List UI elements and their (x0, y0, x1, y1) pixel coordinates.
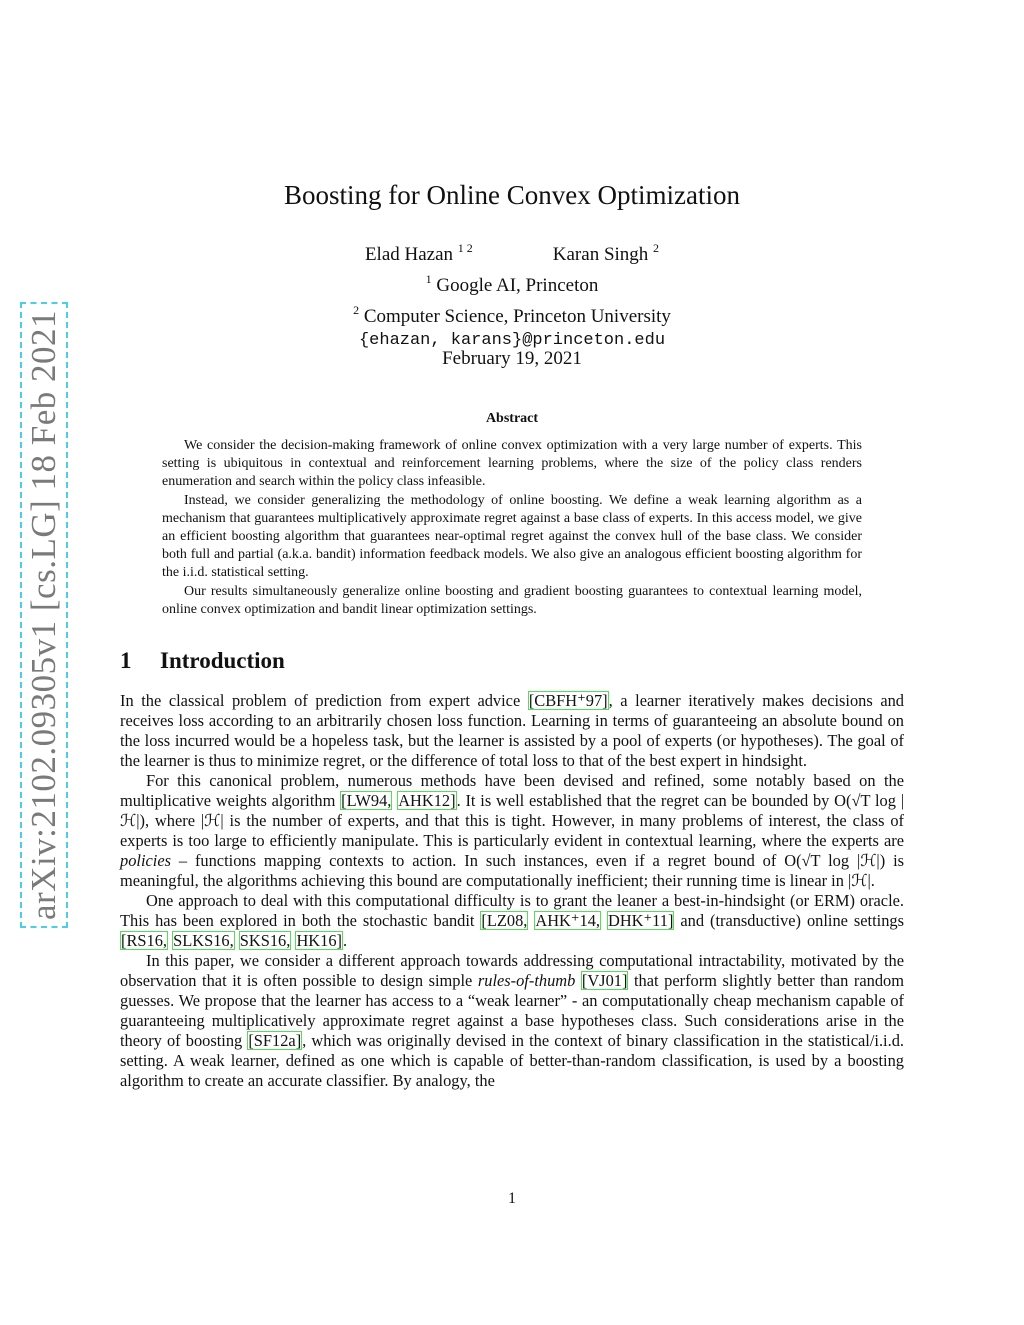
author-2-marks: 2 (653, 241, 660, 255)
citation-link[interactable]: AHK⁺14, (535, 911, 601, 930)
introduction-body (120, 691, 904, 1091)
abstract-paragraph: Instead, we consider generalizing the methodology of online boosting. We define a weak learning algorithm as a mechanism that guarantees multiplicatively approximate regret against a base class of experts. In this access model, we give an efficient boosting algorithm that guarantees near-optimal regret against the convex hull of the base class. We consider both full and partial (a.k.a. bandit) information feedback models. We also give an analogous efficient boosting algorithm for the i.i.d. statistical setting. (162, 492, 862, 581)
page-number: 1 (508, 1190, 516, 1207)
emphasis-text: policies (120, 851, 171, 870)
text-run: One approach to deal with this computational difficulty is to grant the leaner a best-in-hindsight (or ERM) oracle. This has been explored in both the stochastic bandit (120, 891, 904, 930)
text-run: , which was originally devised in the context of binary classification in the statistical/i.i.d. setting. A weak learner, defined as one which is capable of better-than-random classification, is used by a boosting algorithm to create an accurate classifier. By analogy, the (120, 1031, 904, 1090)
abstract-paragraph: We consider the decision-making framework of online convex optimization with a very large number of experts. This setting is ubiquitous in contextual and reinforcement learning problems, where the size of the policy class renders enumeration and search within the policy class infeasible. (162, 438, 862, 490)
intro-paragraph-1 (120, 691, 904, 771)
citation-link[interactable]: AHK12] (398, 791, 456, 810)
text-run: and (transductive) online settings (674, 911, 904, 930)
text-run: , a learner iteratively makes decisions and receives loss according to an arbitrarily chosen loss function. Learning in terms of guaranteeing an absolute bound on the loss incurred would be a hopeless task, but the learner is assisted by a pool of experts (or hypotheses). The goal of the learner is thus to minimize regret, or the difference of total loss to that of the best expert in hindsight. (120, 691, 904, 770)
arxiv-identifier-stamp: arXiv:2102.09305v1 [cs.LG] 18 Feb 2021 (20, 302, 68, 928)
author-names-row (0, 236, 1024, 267)
citation-link[interactable]: DHK⁺11] (608, 911, 674, 930)
emphasis-text: rules-of-thumb (477, 971, 576, 990)
citation-link[interactable]: [LZ08, (481, 911, 528, 930)
affiliation-1-text: Google AI, Princeton (436, 275, 599, 296)
author-2-name: Karan Singh (552, 244, 649, 265)
section-number: 1 (120, 648, 132, 673)
affiliation-1-mark: 1 (425, 272, 432, 286)
affiliation-2 (0, 298, 1024, 329)
affiliation-2-text: Computer Science, Princeton University (363, 306, 671, 327)
author-block (0, 236, 1024, 353)
citation-link[interactable]: HK16] (296, 931, 342, 950)
author-1-name: Elad Hazan (364, 244, 454, 265)
affiliation-1 (0, 267, 1024, 298)
citation-link[interactable]: [SF12a] (248, 1031, 302, 1050)
citation-link[interactable]: [CBFH⁺97] (528, 691, 608, 710)
text-run: that perform slightly better than random guesses. We propose that the learner has access to a “weak learner” - an computationally cheap mechanism capable of guaranteeing multiplicatively approximate regret against a base hypotheses class. Such considerations arise in the theory of boosting (120, 971, 904, 1050)
author-1 (365, 236, 473, 267)
intro-paragraph-3 (120, 891, 904, 951)
intro-paragraph-2 (120, 771, 904, 891)
citation-link[interactable]: SKS16, (239, 931, 291, 950)
citation-link[interactable]: SLKS16, (173, 931, 234, 950)
abstract-paragraph: Our results simultaneously generalize online boosting and gradient boosting guarantees to contextual learning model, online convex optimization and bandit linear optimization settings. (162, 583, 862, 617)
intro-paragraph-4 (120, 951, 904, 1091)
abstract-body (162, 437, 862, 619)
text-run: . It is well established that the regret can be bounded by O(√T log |ℋ|), where |ℋ| is the number of experts, and that this is tight. However, in many problems of interest, the class of experts is too large to efficiently manipulate. This is particularly evident in contextual learning, where the experts are (120, 791, 904, 850)
citation-link[interactable]: [VJ01] (581, 971, 628, 990)
paper-date: February 19, 2021 (442, 348, 582, 369)
citation-link[interactable]: [LW94, (341, 791, 392, 810)
section-title: Introduction (160, 648, 285, 673)
text-run: – functions mapping contexts to action. In such instances, even if a regret bound of O(√T log |ℋ|) is meaningful, the algorithms achieving this bound are computationally inefficient; their running time is linear in |ℋ|. (120, 851, 904, 890)
author-2 (553, 236, 659, 267)
section-heading-introduction (120, 648, 285, 674)
abstract-heading: Abstract (485, 411, 539, 426)
author-1-marks: 1 2 (457, 241, 473, 255)
text-run: For this canonical problem, numerous methods have been devised and refined, some notably based on the multiplicative weights algorithm (120, 771, 904, 810)
text-run: . (343, 931, 348, 950)
author-emails: {ehazan, karans}@princeton.edu (358, 331, 666, 350)
text-run: In this paper, we consider a different approach towards addressing computational intractability, motivated by the observation that it is often possible to design simple (120, 951, 904, 990)
citation-link[interactable]: [RS16, (121, 931, 167, 950)
text-run: In the classical problem of prediction from expert advice (120, 691, 528, 710)
paper-title: Boosting for Online Convex Optimization (284, 180, 740, 210)
affiliation-2-mark: 2 (353, 303, 360, 317)
